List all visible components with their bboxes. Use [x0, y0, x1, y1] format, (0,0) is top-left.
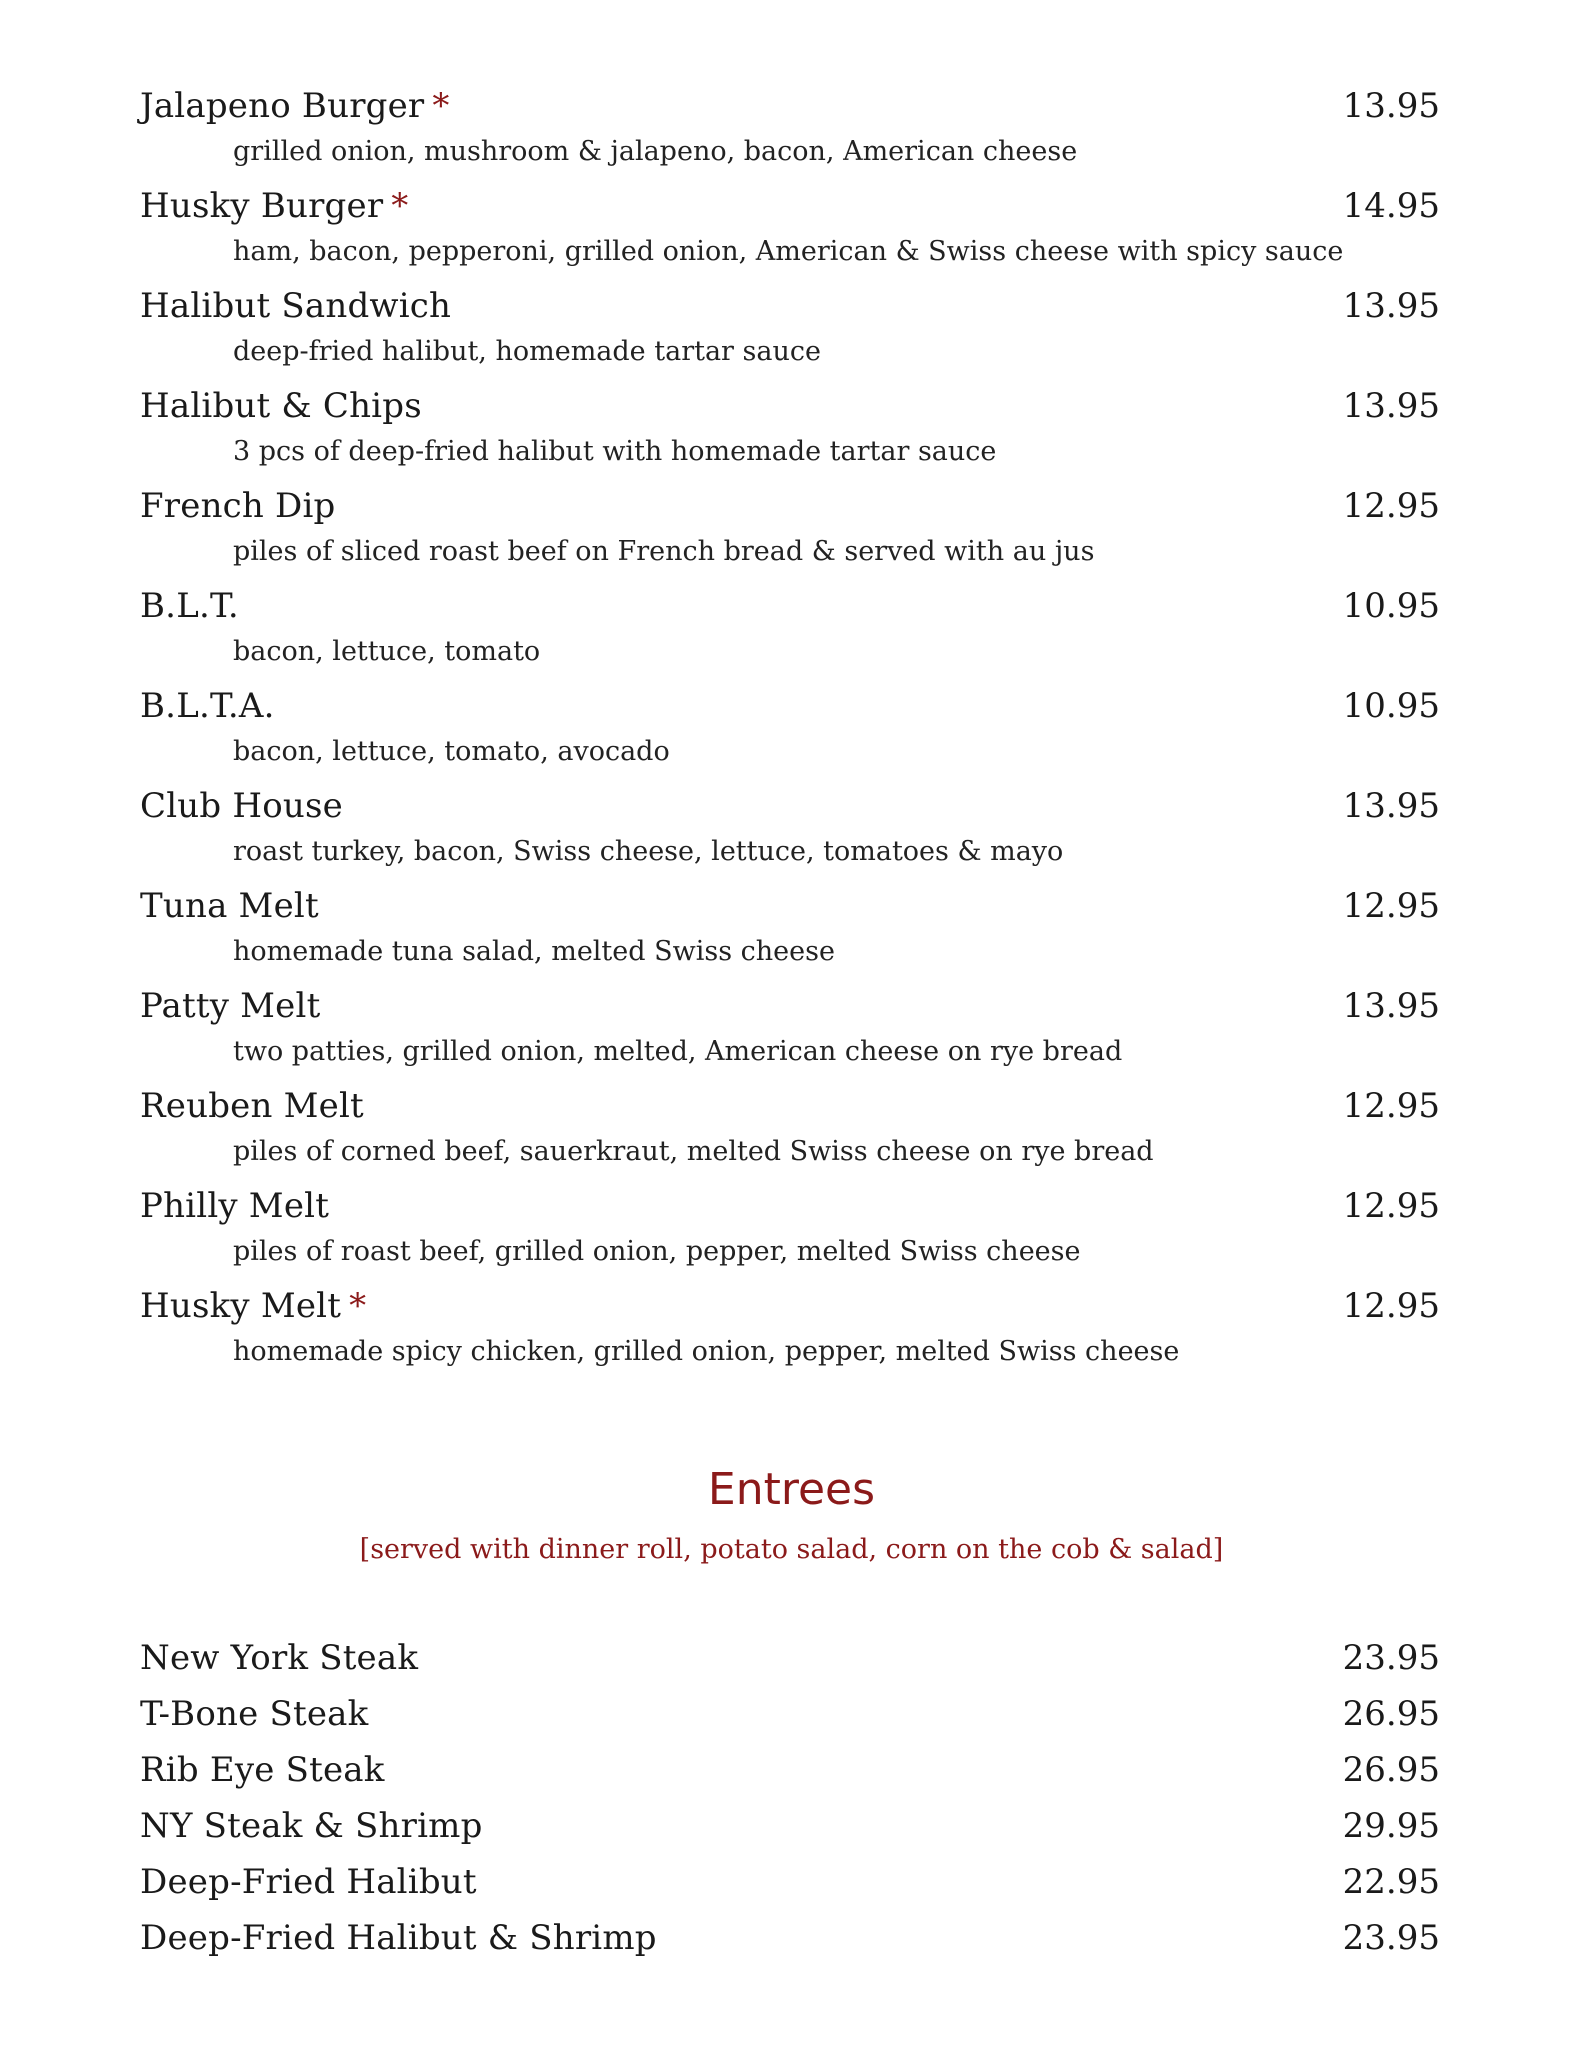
item-price: 12.95 [1342, 886, 1440, 926]
item-price: 12.95 [1342, 1186, 1440, 1226]
menu-item [140, 1180, 1440, 1280]
item-price: 13.95 [1342, 786, 1440, 826]
item-price: 12.95 [1342, 1286, 1440, 1326]
item-name: B.L.T.A. [140, 686, 275, 726]
item-name: French Dip [140, 486, 336, 526]
menu-item [140, 1080, 1440, 1180]
entree-item [140, 1910, 1440, 1966]
item-name: Patty Melt [140, 986, 321, 1026]
menu-item [140, 680, 1440, 780]
item-name: B.L.T. [140, 586, 239, 626]
item-price: 12.95 [1342, 486, 1440, 526]
item-description: piles of sliced roast beef on French bread & served with au jus [233, 536, 1095, 567]
entree-item [140, 1798, 1440, 1854]
item-description: deep-fried halibut, homemade tartar sauce [233, 336, 821, 367]
menu-item [140, 280, 1440, 380]
item-price: 13.95 [1342, 386, 1440, 426]
item-description: piles of roast beef, grilled onion, pepper, melted Swiss cheese [233, 1236, 1081, 1267]
item-price: 12.95 [1342, 1086, 1440, 1126]
entree-price: 26.95 [1342, 1750, 1440, 1790]
item-name: Philly Melt [140, 1186, 330, 1226]
item-name: Jalapeno Burger * [140, 86, 450, 126]
entree-name: Rib Eye Steak [140, 1750, 385, 1790]
item-price: 10.95 [1342, 586, 1440, 626]
entree-name: Deep-Fried Halibut [140, 1862, 477, 1902]
item-description: bacon, lettuce, tomato [233, 636, 541, 667]
entree-item [140, 1630, 1440, 1686]
entree-price: 23.95 [1342, 1638, 1440, 1678]
menu-item [140, 180, 1440, 280]
item-name: Husky Burger * [140, 186, 409, 226]
entree-name: NY Steak & Shrimp [140, 1806, 483, 1846]
entree-list [140, 1630, 1440, 1966]
item-name: Tuna Melt [140, 886, 319, 926]
item-description: homemade spicy chicken, grilled onion, pepper, melted Swiss cheese [233, 1336, 1180, 1367]
item-description: piles of corned beef, sauerkraut, melted Swiss cheese on rye bread [233, 1136, 1154, 1167]
item-name: Halibut & Chips [140, 386, 422, 426]
item-description: 3 pcs of deep-fried halibut with homemade tartar sauce [233, 436, 997, 467]
menu-item [140, 380, 1440, 480]
menu-item [140, 480, 1440, 580]
entree-name: New York Steak [140, 1638, 419, 1678]
item-price: 14.95 [1342, 186, 1440, 226]
spicy-star-icon: * [432, 86, 450, 126]
item-name: Husky Melt * [140, 1286, 367, 1326]
menu-item [140, 80, 1440, 180]
item-description: bacon, lettuce, tomato, avocado [233, 736, 670, 767]
entree-name: Deep-Fried Halibut & Shrimp [140, 1918, 657, 1958]
entree-price: 29.95 [1342, 1806, 1440, 1846]
menu-item [140, 580, 1440, 680]
entree-price: 23.95 [1342, 1918, 1440, 1958]
menu-item [140, 780, 1440, 880]
menu-item [140, 1280, 1440, 1380]
spicy-star-icon: * [349, 1286, 367, 1326]
entree-item [140, 1686, 1440, 1742]
entree-price: 26.95 [1342, 1694, 1440, 1734]
menu-item [140, 980, 1440, 1080]
sandwich-list [140, 80, 1440, 1380]
item-price: 10.95 [1342, 686, 1440, 726]
section-title-entrees: Entrees [707, 1464, 876, 1515]
item-description: grilled onion, mushroom & jalapeno, bacon, American cheese [233, 136, 1078, 167]
item-description: ham, bacon, pepperoni, grilled onion, American & Swiss cheese with spicy sauce [233, 236, 1344, 267]
menu-item [140, 880, 1440, 980]
item-description: two patties, grilled onion, melted, American cheese on rye bread [233, 1036, 1123, 1067]
item-price: 13.95 [1342, 286, 1440, 326]
item-name: Reuben Melt [140, 1086, 364, 1126]
item-price: 13.95 [1342, 986, 1440, 1026]
item-name: Halibut Sandwich [140, 286, 452, 326]
spicy-star-icon: * [391, 186, 409, 226]
item-name: Club House [140, 786, 343, 826]
entree-price: 22.95 [1342, 1862, 1440, 1902]
item-description: roast turkey, bacon, Swiss cheese, lettuce, tomatoes & mayo [233, 836, 1064, 867]
entree-item [140, 1742, 1440, 1798]
entree-item [140, 1854, 1440, 1910]
item-description: homemade tuna salad, melted Swiss cheese [233, 936, 835, 967]
entree-name: T-Bone Steak [140, 1694, 369, 1734]
section-subtitle: [served with dinner roll, potato salad, corn on the cob & salad] [359, 1534, 1224, 1565]
item-price: 13.95 [1342, 86, 1440, 126]
